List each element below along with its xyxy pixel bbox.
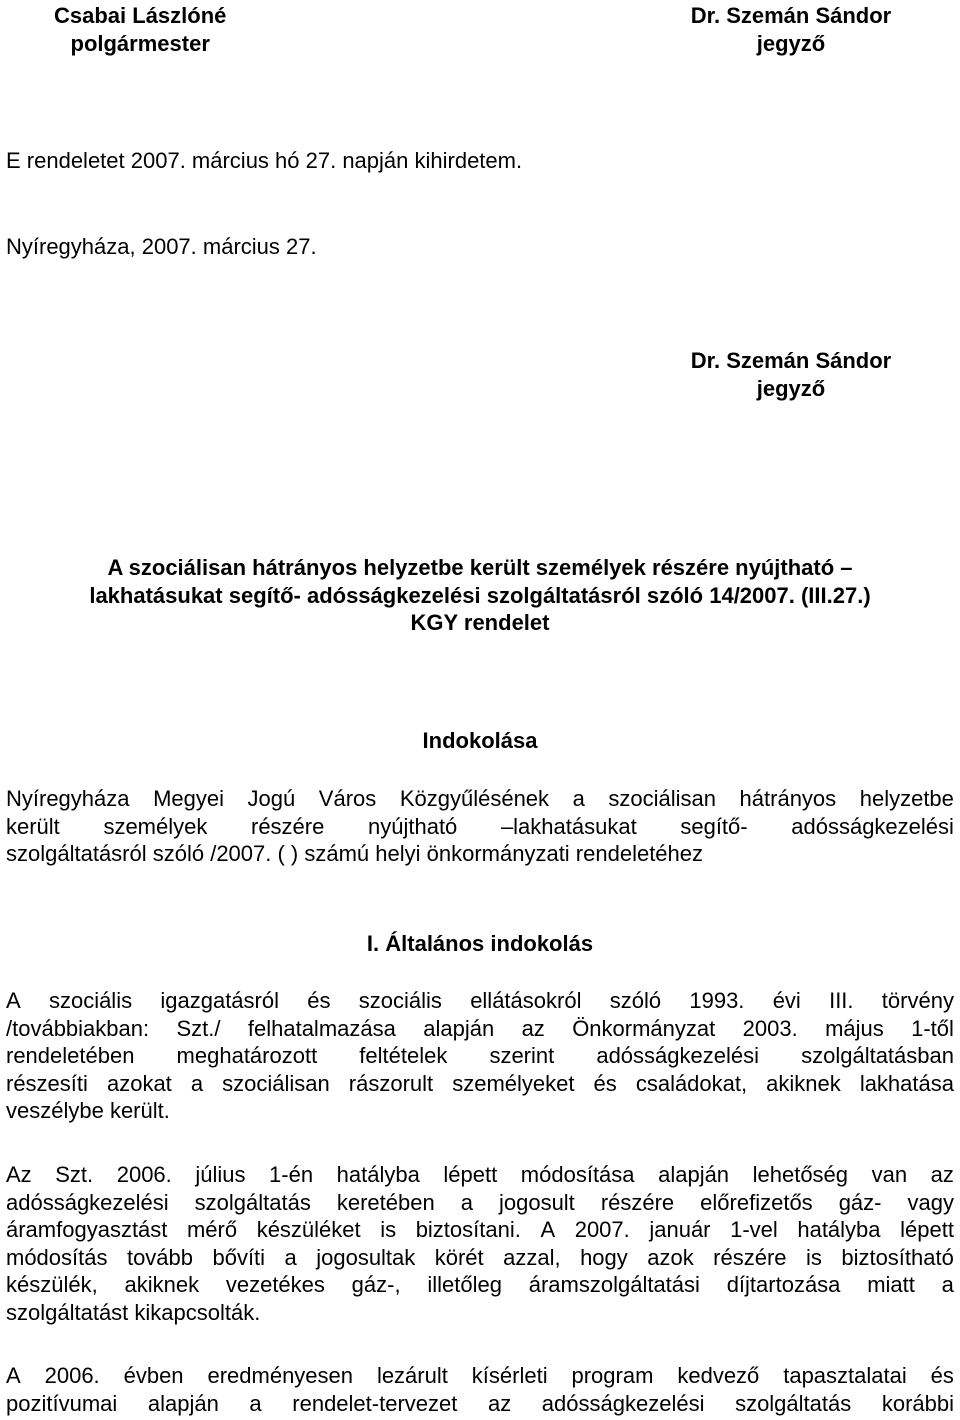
p2-line-1: Az Szt. 2006. július 1-én hatályba lépett módosítása alapján lehetőség van az xyxy=(6,1162,954,1187)
paragraph-2 xyxy=(6,1161,954,1326)
promulgation-statement: E rendeletet 2007. március hó 27. napján kihirdetem. xyxy=(6,148,523,173)
notary-title: jegyző xyxy=(756,30,826,56)
notary-signature-block xyxy=(666,2,916,57)
p2-line-5: készülék, akiknek vezetékes gáz-, illetőleg áramszolgáltatási díjtartozása miatt a xyxy=(6,1272,954,1297)
p1-line-1: A szociális igazgatásról és szociális ellátásokról szóló 1993. évi III. törvény xyxy=(6,988,954,1013)
intro-line-2: került személyek részére nyújtható –lakhatásukat segítő- adósságkezelési xyxy=(6,813,954,839)
p2-line-2: adósságkezelési szolgáltatás keretében a jogosult részére előrefizetős gáz- vagy xyxy=(6,1189,954,1215)
mayor-signature-block xyxy=(54,2,226,57)
justification-heading: Indokolása xyxy=(422,728,538,753)
decree-title xyxy=(6,554,954,637)
notary-name-second: Dr. Szemán Sándor xyxy=(690,348,892,373)
paragraph-3 xyxy=(6,1362,954,1417)
p2-line-3: áramfogyasztást mérő készüléket is biztosítani. A 2007. január 1-vel hatályba lépett xyxy=(6,1217,954,1242)
notary-name: Dr. Szemán Sándor xyxy=(690,3,892,28)
decree-title-line-1: A szociálisan hátrányos helyzetbe került személyek részére nyújtható – xyxy=(107,555,853,580)
notary-title-second: jegyző xyxy=(756,375,826,401)
mayor-name: Csabai Lászlóné xyxy=(54,3,227,28)
decree-title-line-3: KGY rendelet xyxy=(410,610,550,635)
intro-line-1: Nyíregyháza Megyei Jogú Város Közgyűlésének a szociálisan hátrányos helyzetbe xyxy=(6,786,954,811)
p1-line-4: részesíti azokat a szociálisan rászorult személyeket és családokat, akiknek lakhatása xyxy=(6,1070,954,1096)
intro-line-3: szolgáltatásról szóló /2007. ( ) számú helyi önkormányzati rendeletéhez xyxy=(6,841,704,866)
mayor-title: polgármester xyxy=(70,30,210,56)
p1-line-3: rendeletében meghatározott feltételek szerint adósságkezelési szolgáltatásban xyxy=(6,1043,954,1068)
decree-title-line-2: lakhatásukat segítő- adósságkezelési szolgáltatásról szóló 14/2007. (III.27.) xyxy=(89,582,871,608)
p3-line-2: pozitívumai alapján a rendelet-tervezet az adósságkezelési szolgáltatás korábbi xyxy=(6,1390,954,1416)
general-justification-heading: I. Általános indokolás xyxy=(366,931,594,956)
paragraph-1 xyxy=(6,987,954,1125)
p3-line-1: A 2006. évben eredményesen lezárult kísérleti program kedvező tapasztalatai és xyxy=(6,1363,954,1388)
p1-line-2: /továbbiakban: Szt./ felhatalmazása alapján az Önkormányzat 2003. május 1-től xyxy=(6,1015,954,1041)
p2-line-6: szolgáltatást kikapcsolták. xyxy=(6,1299,261,1325)
p2-line-4: módosítás tovább bővíti a jogosultak körét azzal, hogy azok részére is biztosítható xyxy=(6,1244,954,1270)
place-and-date: Nyíregyháza, 2007. március 27. xyxy=(6,234,317,259)
p1-line-5: veszélybe került. xyxy=(6,1098,170,1123)
notary-signature-block-second xyxy=(666,347,916,402)
intro-paragraph xyxy=(6,785,954,868)
